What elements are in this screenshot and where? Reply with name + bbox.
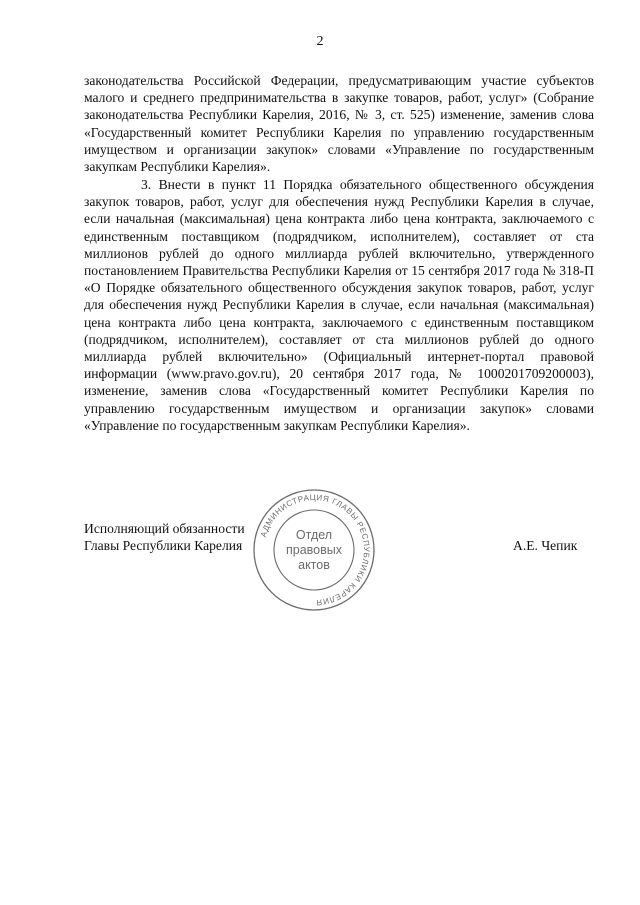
stamp-center-line2: правовых [286,543,342,557]
signatory-name: А.Е. Чепик [513,538,578,553]
signatory-title-line2: Главы Республики Карелия [84,538,243,554]
paragraph-continuation: законодательства Российской Федерации, предусматривающим участие субъектов малого и среднего предпринимательства в закупке товаров, работ, услуг» (Собрание законодательства Республики Карелия, 2016, № 3, ст. 525) изменение, заменив слова «Государственный комитет Республики Карелия по управлению государственным имуществом и организации закупок» словами «Управление по государственным закупкам Республики Карелия». [84,73,594,175]
signatory-title-line1: Исполняющий обязанности [84,521,245,536]
signatory-title [84,520,245,554]
stamp-ring-textpath: АДМИНИСТРАЦИЯ ГЛАВЫ РЕСПУБЛИКИ КАРЕЛИЯ [258,492,372,608]
stamp-center-line3: актов [298,558,330,572]
stamp-center-line1: Отдел [295,528,333,542]
paragraph-item-3: 3. Внести в пункт 11 Порядка обязательного общественного обсуждения закупок товаров, работ, услуг для обеспечения нужд Республики Карелия в случае, если начальная (максимальная) цена контракта либо цена контракта, заключаемого с единственным поставщиком (подрядчиком, исполнителем), составляет от ста миллионов рублей до одного миллиарда рублей включительно, утвержденного постановлением Правительства Республики Карелия от 15 сентября 2017 года № 318-П «О Порядке обязательного общественного обсуждения закупок товаров, работ, услуг для обеспечения нужд Республики Карелия в случае, если начальная (максимальная) цена контракта либо цена контракта, заключаемого с единственным поставщиком (подрядчиком, исполнителем), составляет от ста миллионов рублей до одного миллиарда рублей включительно» (Официальный интернет-портал правовой информации (www.pravo.gov.ru), 20 сентября 2017 года, № 1000201709200003), изменение, заменив слова «Государственный комитет Республики Карелия по управлению государственным имуществом и организации закупок» словами «Управление по государственным закупкам Республики Карелия». [84,177,594,433]
official-stamp [252,488,376,612]
page-number: 2 [316,34,324,49]
